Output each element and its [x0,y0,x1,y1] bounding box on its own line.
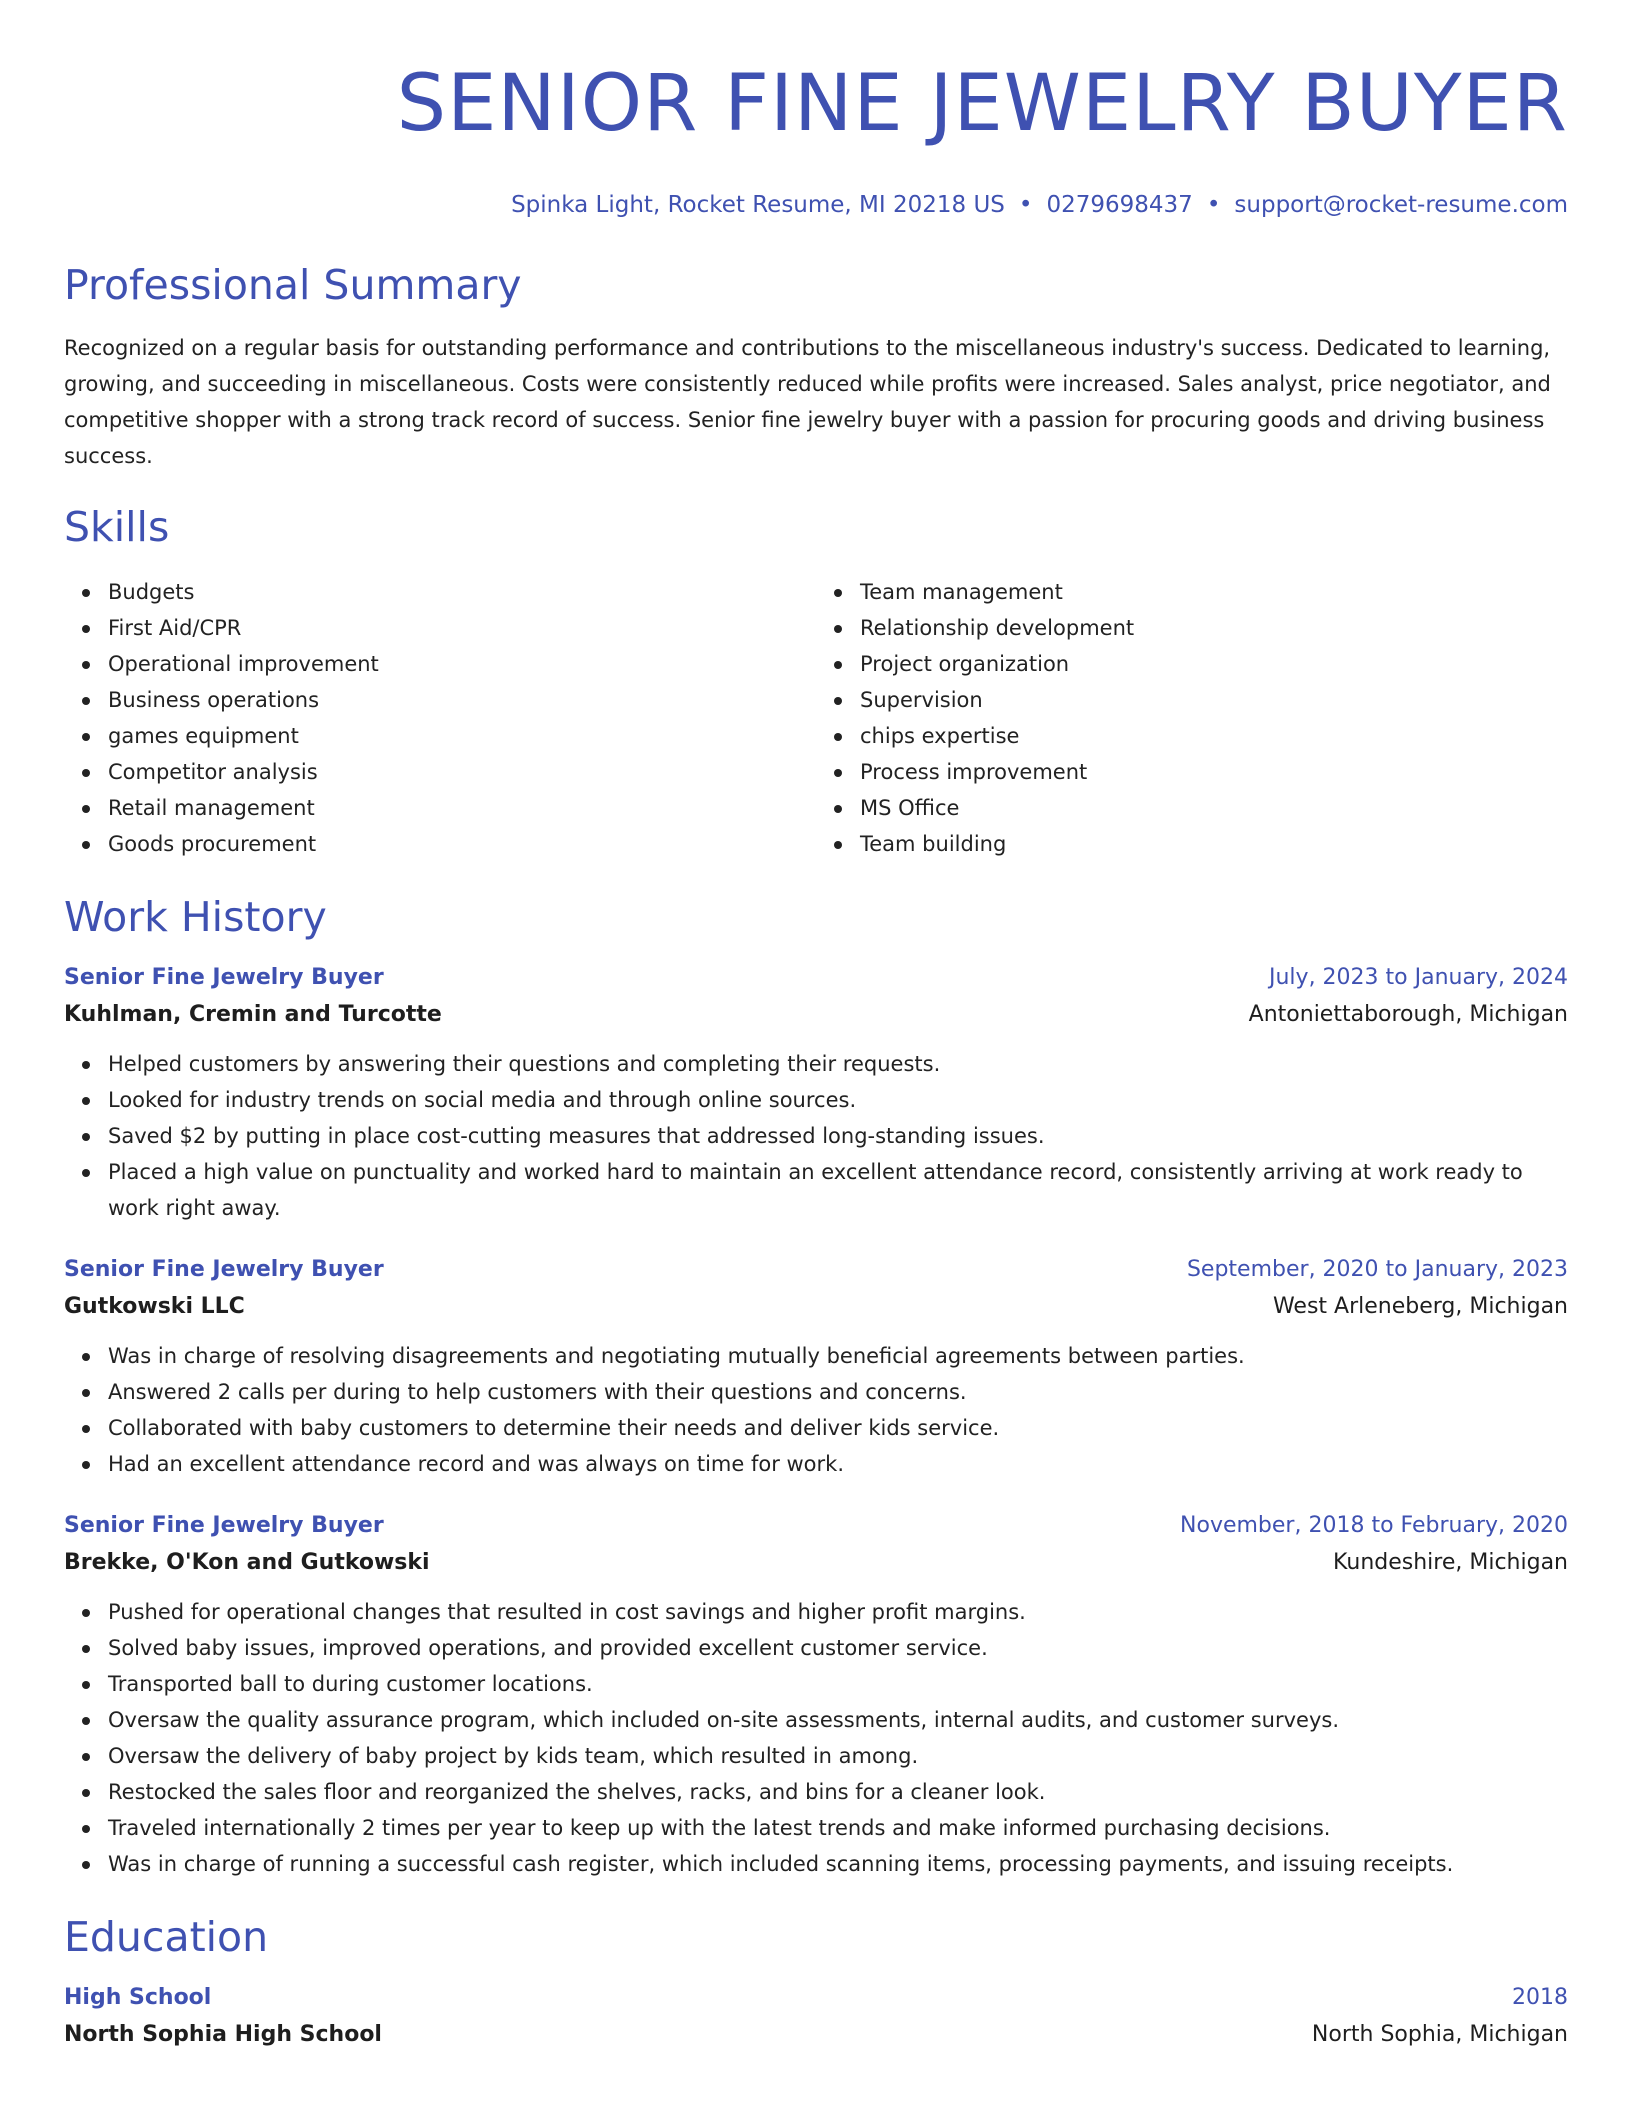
job-title: Senior Fine Jewelry Buyer [64,1257,384,1282]
skill-item: Operational improvement [108,646,816,682]
job-bullets [64,1594,1568,1882]
skill-item: Goods procurement [108,826,816,862]
job-header-row [64,960,1568,996]
job-bullet: Had an excellent attendance record and was always on time for work. [108,1446,1528,1482]
skill-item: Competitor analysis [108,754,816,790]
job-dates: November, 2018 to February, 2020 [1180,1513,1568,1538]
skill-item: Supervision [860,682,1568,718]
summary-text: Recognized on a regular basis for outstanding performance and contributions to the miscellaneous industry's success. Dedicated to learning, growing, and succeeding in miscellaneous. Costs were consistently reduced while profits were increased. Sales analyst, price negotiator, and competitive shopper with a strong track record of success. Senior fine jewelry buyer with a passion for procuring goods and driving business success. [64,336,1551,468]
job-title: Senior Fine Jewelry Buyer [64,965,384,990]
job-company-row [64,1544,1568,1582]
job-bullet: Looked for industry trends on social media and through online sources. [108,1082,1528,1118]
job-bullet: Restocked the sales floor and reorganized the shelves, racks, and bins for a cleaner look. [108,1774,1528,1810]
contact-email: support@rocket-resume.com [1234,192,1568,218]
skill-item: chips expertise [860,718,1568,754]
job-location: Kundeshire, Michigan [1333,1550,1568,1575]
education-school-row [64,2016,1568,2054]
skill-item: Team building [860,826,1568,862]
skill-item: First Aid/CPR [108,610,816,646]
skill-item: Process improvement [860,754,1568,790]
work-history-heading: Work History [64,893,327,941]
job-bullet: Was in charge of running a successful cash register, which included scanning items, processing payments, and issuing receipts. [108,1846,1528,1882]
job-bullet: Helped customers by answering their questions and completing their requests. [108,1046,1528,1082]
skill-item: Team management [860,574,1568,610]
job-bullets [64,1046,1568,1226]
skill-item: Retail management [108,790,816,826]
job-entry [64,1508,1568,1882]
job-header-row [64,1508,1568,1544]
job-bullet: Placed a high value on punctuality and worked hard to maintain an excellent attendance record, consistently arriving at work ready to work right away. [108,1154,1528,1226]
job-dates: September, 2020 to January, 2023 [1186,1257,1568,1282]
job-company-row [64,996,1568,1034]
education-location: North Sophia, Michigan [1311,2022,1568,2047]
contact-separator: • [1018,192,1033,218]
job-dates: July, 2023 to January, 2024 [1269,965,1568,990]
job-bullet: Was in charge of resolving disagreements and negotiating mutually beneficial agreements between parties. [108,1338,1528,1374]
job-company: Gutkowski LLC [64,1294,245,1319]
education-entry [64,1980,1568,2054]
education-degree: High School [64,1985,212,2010]
skill-item: Project organization [860,646,1568,682]
education-header-row [64,1980,1568,2016]
job-bullet: Oversaw the quality assurance program, which included on-site assessments, internal audits, and customer surveys. [108,1702,1528,1738]
job-entry [64,960,1568,1226]
job-bullet: Oversaw the delivery of baby project by kids team, which resulted in among. [108,1738,1528,1774]
resume-title: SENIOR FINE JEWELRY BUYER [396,59,1568,149]
job-company-row [64,1288,1568,1326]
skills-heading: Skills [64,503,170,551]
job-bullet: Solved baby issues, improved operations, and provided excellent customer service. [108,1630,1528,1666]
job-bullet: Pushed for operational changes that resulted in cost savings and higher profit margins. [108,1594,1528,1630]
job-title: Senior Fine Jewelry Buyer [64,1513,384,1538]
skill-item: games equipment [108,718,816,754]
job-bullet: Traveled internationally 2 times per year to keep up with the latest trends and make informed purchasing decisions. [108,1810,1528,1846]
job-location: West Arleneberg, Michigan [1272,1294,1568,1319]
contact-separator: • [1206,192,1221,218]
contact-phone: 0279698437 [1046,192,1193,218]
skill-item: Budgets [108,574,816,610]
skills-column-right [816,574,1568,862]
job-company: Kuhlman, Cremin and Turcotte [64,1002,442,1027]
skill-item: Relationship development [860,610,1568,646]
skills-column-left [64,574,816,862]
job-bullet: Saved $2 by putting in place cost-cutting measures that addressed long-standing issues. [108,1118,1528,1154]
skill-item: Business operations [108,682,816,718]
job-bullets [64,1338,1568,1482]
job-bullet: Answered 2 calls per during to help customers with their questions and concerns. [108,1374,1528,1410]
skills-grid [64,574,1568,862]
contact-address: Spinka Light, Rocket Resume, MI 20218 US [511,192,1005,218]
skill-item: MS Office [860,790,1568,826]
job-bullet: Transported ball to during customer locations. [108,1666,1528,1702]
contact-line [64,190,1568,220]
education-school: North Sophia High School [64,2022,382,2047]
job-bullet: Collaborated with baby customers to determine their needs and deliver kids service. [108,1410,1528,1446]
job-company: Brekke, O'Kon and Gutkowski [64,1550,430,1575]
job-header-row [64,1252,1568,1288]
education-heading: Education [64,1913,269,1961]
education-year: 2018 [1512,1985,1568,2010]
summary-heading: Professional Summary [64,261,522,309]
job-location: Antoniettaborough, Michigan [1248,1002,1568,1027]
job-entry [64,1252,1568,1482]
